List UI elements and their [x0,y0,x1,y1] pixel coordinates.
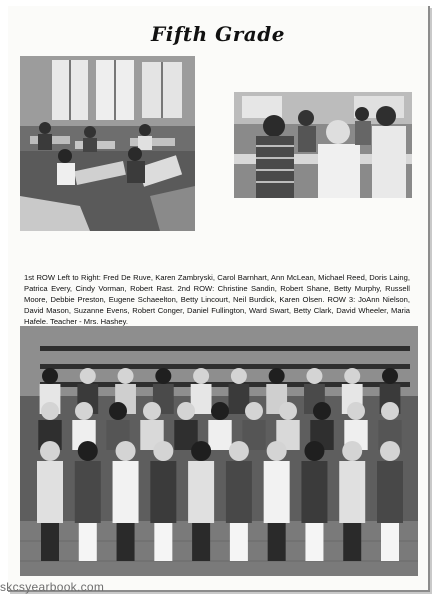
photo-caption: 1st ROW Left to Right: Fred De Ruve, Karen Zambryski, Carol Barnhart, Ann McLean, Michael Reed, Doris Laing, Patrica Every, Cindy Vorman, Robert Rast. 2nd ROW: Christine Sandin, Robert Shane, Betty Murphy, Russell Moore, Debbie Preston, Eugene Schaeelton, Betty Lincourt, Neil Burdick, Karen Olsen. ROW 3: JoAnn Nielson, David Mason, Suzanne Evens, Robert Conger, Daniel Fullington, Ward Swart, Betty Clark, David Wheeler, Maria Hafele. Teacher - Mrs. Hashey. [24,273,410,326]
child-legs [268,523,286,561]
child-head [267,441,287,461]
child-head [229,441,249,461]
child-legs [192,523,210,561]
child-body [188,461,214,523]
child-head [231,368,247,384]
child-head [80,368,96,384]
child-head [193,368,209,384]
child-head [279,402,297,420]
child-head [42,368,58,384]
child-head [41,402,59,420]
child-legs [79,523,97,561]
child-body [113,461,139,523]
child-head [118,368,134,384]
child-legs [230,523,248,561]
child-head [269,368,285,384]
yearbook-page [8,6,430,592]
child-legs [41,523,59,561]
child-legs [343,523,361,561]
child-head [347,402,365,420]
child-body [75,461,101,523]
child-head [191,441,211,461]
child-head [153,441,173,461]
child-body [377,461,403,523]
child-legs [305,523,323,561]
child-head [245,402,263,420]
child-head [78,441,98,461]
child-body [264,461,290,523]
child-head [344,368,360,384]
child-legs [154,523,172,561]
child-body [37,461,63,523]
group-photo-small [234,92,412,198]
class-group-photo [20,326,418,576]
child-body [301,461,327,523]
child-body [226,461,252,523]
child-head [116,441,136,461]
child-head [40,441,60,461]
child-head [342,441,362,461]
child-head [143,402,161,420]
watermark: skcsyearbook.com [0,580,105,594]
child-legs [381,523,399,561]
child-head [306,368,322,384]
page-title: Fifth Grade [151,22,285,46]
child-legs [117,523,135,561]
child-head [75,402,93,420]
child-head [177,402,195,420]
child-head [313,402,331,420]
child-head [380,441,400,461]
child-body [339,461,365,523]
child-head [155,368,171,384]
classroom-photo [20,56,195,231]
child-head [304,441,324,461]
child-head [211,402,229,420]
child-body [208,420,231,450]
child-head [109,402,127,420]
child-head [381,402,399,420]
child-body [150,461,176,523]
child-head [382,368,398,384]
